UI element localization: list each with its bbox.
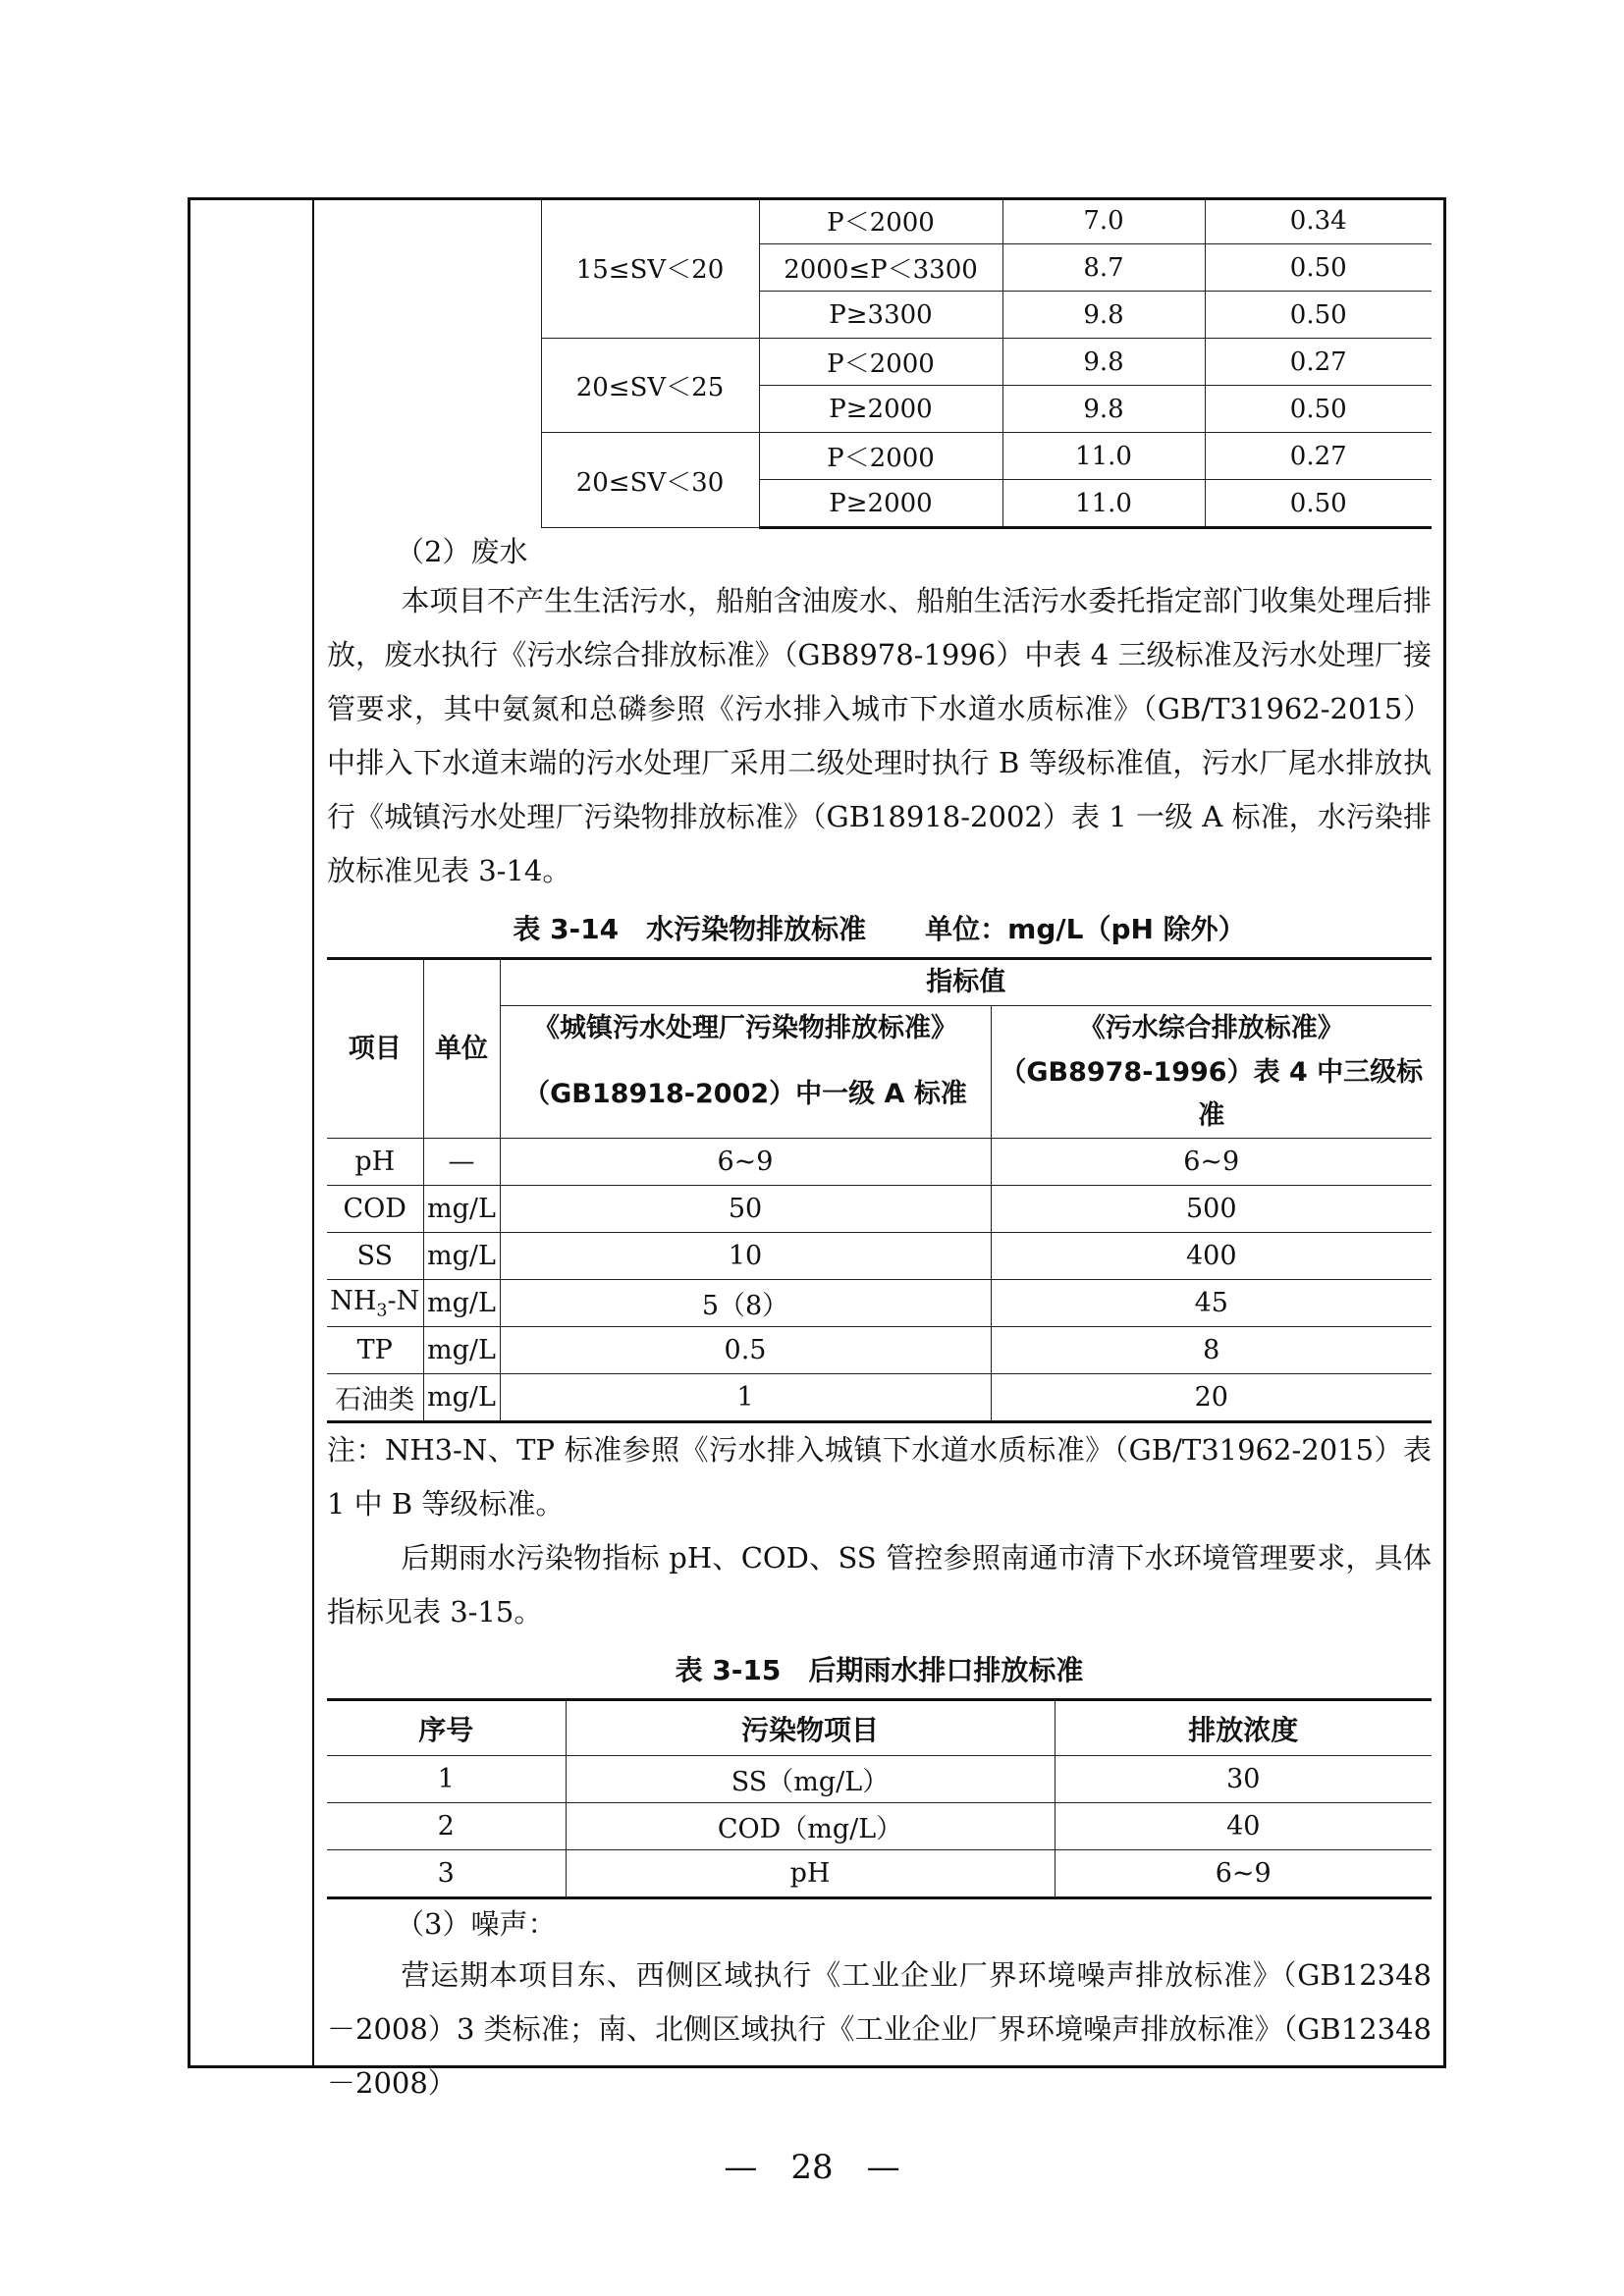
table-row	[327, 197, 1432, 244]
noise-heading: （3）噪声：	[396, 1907, 557, 1941]
item-cell: pH	[327, 1139, 423, 1186]
item-cell: 石油类	[327, 1374, 423, 1422]
power-range-cell: P＜2000	[759, 339, 1002, 386]
value-cell: 400	[991, 1233, 1432, 1280]
table-315	[327, 1698, 1432, 1899]
value-cell: 45	[991, 1280, 1432, 1327]
header-col1-line1: 《城镇污水处理厂污染物排放标准》	[500, 1006, 991, 1052]
sv-range-cell: 15≤SV＜20	[541, 197, 759, 339]
value-cell: 0.27	[1205, 433, 1432, 480]
item-subscript: 3	[376, 1301, 388, 1321]
unit-cell: —	[423, 1139, 500, 1186]
header-concentration: 排放浓度	[1055, 1700, 1432, 1756]
value-cell: 20	[991, 1374, 1432, 1422]
table-314-unit: 单位：mg/L（pH 除外）	[925, 913, 1246, 945]
value-cell: 0.50	[1205, 386, 1432, 433]
table-row	[327, 1327, 1432, 1374]
value-cell: 0.27	[1205, 339, 1432, 386]
value-cell: 9.8	[1002, 292, 1205, 339]
value-cell: 7.0	[1002, 197, 1205, 244]
power-range-cell: P≥2000	[759, 480, 1002, 528]
item-cell: TP	[327, 1327, 423, 1374]
concentration-cell: 6~9	[1055, 1850, 1432, 1898]
sv-range-cell: 20≤SV＜30	[541, 433, 759, 528]
table-314-title: 表 3-14 水污染物排放标准	[513, 913, 867, 945]
table-row	[327, 1139, 1432, 1186]
header-col1-line2: （GB18918-2002）中一级 A 标准	[500, 1051, 991, 1139]
item-main: NH	[330, 1285, 377, 1316]
value-cell: 9.8	[1002, 386, 1205, 433]
table-315-caption: 表 3-15 后期雨水排口排放标准	[675, 1654, 1084, 1686]
concentration-cell: 30	[1055, 1756, 1432, 1803]
header-seq: 序号	[327, 1700, 566, 1756]
table-row	[327, 1186, 1432, 1233]
value-cell: 10	[500, 1233, 991, 1280]
header-item: 项目	[327, 959, 423, 1139]
page-number: — 28 —	[724, 2148, 900, 2187]
value-cell: 0.50	[1205, 480, 1432, 528]
header-pollutant: 污染物项目	[566, 1700, 1055, 1756]
value-cell: 6~9	[500, 1139, 991, 1186]
header-col2-line2: （GB8978-1996）表 4 中三级标准	[991, 1051, 1432, 1139]
value-cell: 50	[500, 1186, 991, 1233]
item-cell: SS	[327, 1233, 423, 1280]
blank-cell	[327, 197, 541, 528]
table-314	[327, 957, 1432, 1423]
unit-cell: mg/L	[423, 1280, 500, 1327]
power-range-cell: P＜2000	[759, 197, 1002, 244]
table-header-row	[327, 1700, 1432, 1756]
header-unit: 单位	[423, 959, 500, 1139]
table-row	[327, 1803, 1432, 1850]
value-cell: 0.50	[1205, 244, 1432, 292]
wastewater-paragraph: 本项目不产生生活污水，船舶含油废水、船舶生活污水委托指定部门收集处理后排放，废水执行《污水综合排放标准》（GB8978-1996）中表 4 三级标准及污水处理厂接管要求，其中氨氮和总磷参照《污水排入城市下水道水质标准》（GB/T31962-2015）中排入下水道末端的污水处理厂采用二级处理时执行 B 等级标准值，污水厂尾水排放执行《城镇污水处理厂污染物排放标准》（GB18918-2002）表 1 一级 A 标准，水污染排放标准见表 3-14。	[327, 584, 1432, 887]
pollutant-cell: pH	[566, 1850, 1055, 1898]
table-314-note: 注：NH3-N、TP 标准参照《污水排入城镇下水道水质标准》（GB/T31962-2015）表 1 中 B 等级标准。	[327, 1433, 1432, 1521]
content-area	[327, 197, 1432, 2110]
table-row	[327, 1280, 1432, 1327]
table-row	[327, 1374, 1432, 1422]
value-cell: 1	[500, 1374, 991, 1422]
wastewater-heading: （2）废水	[396, 535, 528, 568]
table-header-row	[327, 959, 1432, 1006]
vessel-emission-table	[327, 197, 1432, 529]
power-range-cell: 2000≤P＜3300	[759, 244, 1002, 292]
table-row	[327, 1850, 1432, 1898]
value-cell: 0.34	[1205, 197, 1432, 244]
power-range-cell: P＜2000	[759, 433, 1002, 480]
concentration-cell: 40	[1055, 1803, 1432, 1850]
value-cell: 6~9	[991, 1139, 1432, 1186]
value-cell: 11.0	[1002, 433, 1205, 480]
unit-cell: mg/L	[423, 1374, 500, 1422]
value-cell: 500	[991, 1186, 1432, 1233]
value-cell: 8.7	[1002, 244, 1205, 292]
unit-cell: mg/L	[423, 1327, 500, 1374]
seq-cell: 1	[327, 1756, 566, 1803]
value-cell: 11.0	[1002, 480, 1205, 528]
sv-range-cell: 20≤SV＜25	[541, 339, 759, 433]
header-group: 指标值	[500, 959, 1432, 1006]
value-cell: 8	[991, 1327, 1432, 1374]
item-cell: COD	[327, 1186, 423, 1233]
value-cell: 0.50	[1205, 292, 1432, 339]
unit-cell: mg/L	[423, 1186, 500, 1233]
value-cell: 9.8	[1002, 339, 1205, 386]
pollutant-cell: COD（mg/L）	[566, 1803, 1055, 1850]
pollutant-cell: SS（mg/L）	[566, 1756, 1055, 1803]
seq-cell: 2	[327, 1803, 566, 1850]
item-tail: -N	[387, 1285, 420, 1316]
value-cell: 5（8）	[500, 1280, 991, 1327]
power-range-cell: P≥3300	[759, 292, 1002, 339]
seq-cell: 3	[437, 1858, 455, 1889]
item-cell	[327, 1280, 423, 1327]
unit-cell: mg/L	[423, 1233, 500, 1280]
header-col2-line1: 《污水综合排放标准》	[991, 1006, 1432, 1052]
noise-paragraph: 营运期本项目东、西侧区域执行《工业企业厂界环境噪声排放标准》（GB12348－2008）3 类标准；南、北侧区域执行《工业企业厂界环境噪声排放标准》（GB12348－2008）	[327, 1958, 1432, 2100]
rain-paragraph: 后期雨水污染物指标 pH、COD、SS 管控参照南通市清下水环境管理要求，具体指标见表 3-15。	[327, 1541, 1432, 1629]
table-row	[327, 1756, 1432, 1803]
table-row	[327, 1233, 1432, 1280]
value-cell: 0.5	[500, 1327, 991, 1374]
power-range-cell: P≥2000	[759, 386, 1002, 433]
table-314-caption	[327, 902, 1432, 957]
left-column-divider	[312, 200, 314, 2065]
